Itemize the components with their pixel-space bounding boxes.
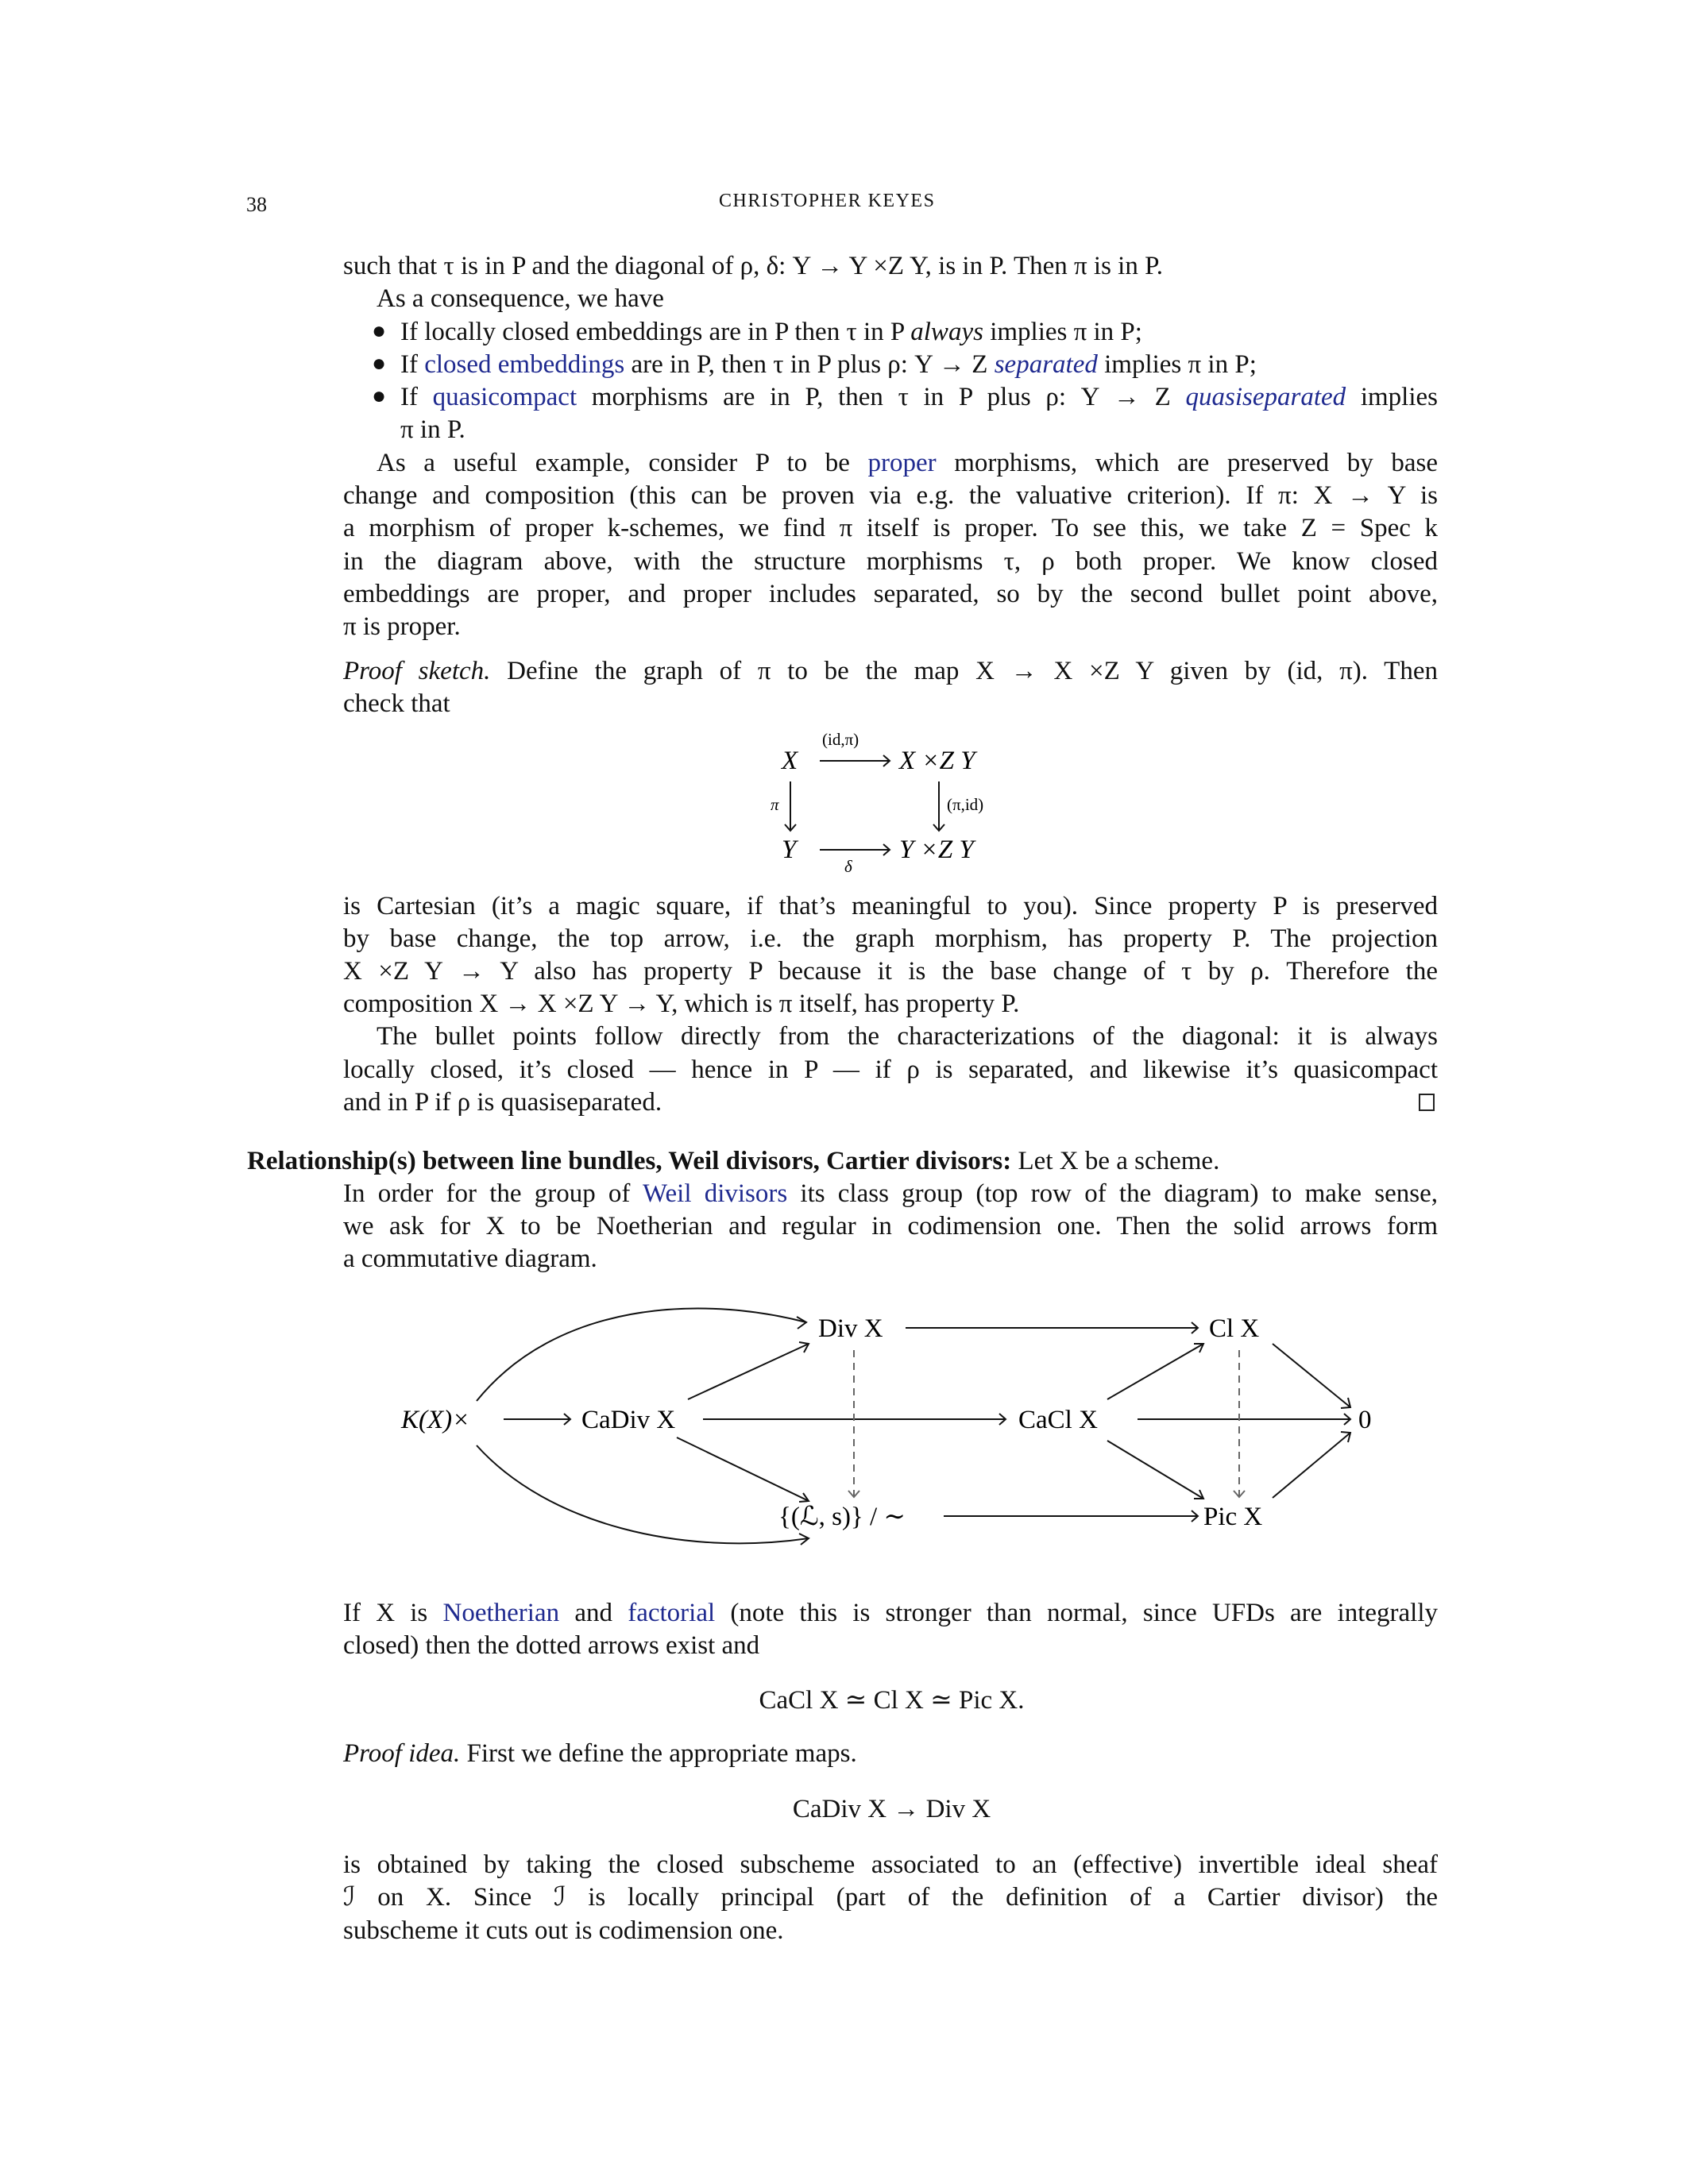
para-text: (note this is stronger than normal, since UFDs are integrally (715, 1599, 1438, 1627)
bullet-text: implies (1346, 383, 1438, 411)
section-text: In order for the group of (343, 1179, 643, 1208)
link-factorial[interactable]: factorial (628, 1599, 716, 1627)
para-text: and (559, 1599, 628, 1627)
label-pi-id: (π,id) (947, 795, 984, 814)
node-cl: Cl X (1209, 1314, 1260, 1343)
cartesian-para-line: X ×Z Y → Y also has property P because it is the base change of τ by ρ. Therefore the (343, 957, 1438, 986)
label-delta: δ (844, 857, 852, 872)
node-div: Div X (818, 1314, 883, 1343)
proof-sketch-line: check that (343, 689, 450, 718)
proper-para-line: π is proper. (343, 612, 461, 641)
bullet-text: If (400, 383, 433, 411)
node-line-bundle-pairs: {(ℒ, s)} / ∼ (778, 1503, 906, 1531)
cartesian-para-line: is Cartesian (it’s a magic square, if that’s meaningful to you). Since property P is preserved (343, 892, 1438, 920)
display-equation-map: CaDiv X → Div X (792, 1795, 991, 1823)
section-title: Relationship(s) between line bundles, Weil divisors, Cartier divisors: (247, 1147, 1012, 1175)
proof-idea-label: Proof idea. (343, 1739, 461, 1768)
node-cacl: CaCl X (1018, 1406, 1098, 1434)
section-text: its class group (top row of the diagram) to make sense, (787, 1179, 1438, 1208)
proper-para-line: a morphism of proper k-schemes, we find π itself is proper. To see this, we take Z = Spec k (343, 514, 1438, 542)
para-text: As a useful example, consider P to be (377, 449, 868, 477)
cartesian-para-line: by base change, the top arrow, i.e. the graph morphism, has property P. The projection (343, 924, 1438, 953)
bullet-text: If (400, 350, 425, 379)
label-pi: π (771, 795, 779, 814)
cartesian-para-line: locally closed, it’s closed — hence in P — if ρ is separated, and likewise it’s quasicompact (343, 1055, 1438, 1084)
arrow-kx-to-ls (477, 1445, 809, 1543)
proof-idea-line: ℐ on X. Since ℐ is locally principal (part of the definition of a Cartier divisor) the (343, 1883, 1438, 1912)
bullet-text: morphisms are in P, then τ in P plus ρ: Y → Z (577, 383, 1186, 411)
arrowhead (797, 1317, 806, 1329)
intro-consequence: As a consequence, we have (377, 284, 664, 313)
node-kx: K(X)× (401, 1406, 470, 1434)
proof-sketch-label: Proof sketch. (343, 657, 491, 685)
cartesian-para-line: The bullet points follow directly from the characterizations of the diagonal: it is always (377, 1022, 1438, 1051)
link-noetherian[interactable]: Noetherian (442, 1599, 560, 1627)
bullet-text: implies π in P; (983, 318, 1142, 346)
emphasis-always: always (910, 318, 983, 346)
node-pic: Pic X (1203, 1503, 1263, 1531)
arrow-pic-to-zero (1273, 1433, 1350, 1498)
bullet-text: implies π in P; (1097, 350, 1257, 379)
proof-text: Define the graph of π to be the map X → X ×Z Y given by (id, π). Then (507, 657, 1438, 685)
node-x: X (782, 747, 798, 775)
node-zero: 0 (1358, 1406, 1372, 1434)
node-y: Y (782, 835, 797, 864)
node-cadiv: CaDiv X (581, 1406, 676, 1434)
arrow-cacl-to-pic (1107, 1441, 1203, 1499)
arrow-kx-to-div (477, 1308, 806, 1401)
bullet-item-3-cont: π in P. (400, 415, 465, 444)
running-head: CHRISTOPHER KEYES (719, 191, 936, 211)
para-text: If X is (343, 1599, 443, 1627)
node-y-times-y: Y ×Z Y (899, 835, 974, 864)
bullet-icon: ● (372, 318, 387, 344)
proper-para-line: change and composition (this can be proven via e.g. the valuative criterion). If π: X → Y is (343, 481, 1438, 510)
arrow-cadiv-to-div (688, 1344, 809, 1399)
cartesian-para-line: and in P if ρ is quasiseparated. (343, 1088, 662, 1117)
node-x-times-y: X ×Z Y (899, 747, 975, 775)
page-number: 38 (246, 193, 267, 216)
factorial-line: closed) then the dotted arrows exist and (343, 1631, 760, 1660)
section-line: we ask for X to be Noetherian and regular in codimension one. Then the solid arrows form (343, 1212, 1438, 1241)
section-text: Let X be a scheme. (1011, 1147, 1220, 1175)
proof-idea-line: is obtained by taking the closed subscheme associated to an (effective) invertible ideal sheaf (343, 1850, 1438, 1879)
bullet-text: are in P, then τ in P plus ρ: Y → Z (624, 350, 995, 379)
proof-idea-line: subscheme it cuts out is codimension one. (343, 1916, 784, 1945)
proper-para-line: in the diagram above, with the structure morphisms τ, ρ both proper. We know closed (343, 547, 1438, 576)
arrow-cl-to-zero (1273, 1344, 1350, 1407)
para-text: morphisms, which are preserved by base (936, 449, 1438, 477)
arrow-cadiv-to-ls (677, 1437, 809, 1501)
arrow-cacl-to-cl (1107, 1344, 1203, 1399)
intro-line: such that τ is in P and the diagonal of ρ, δ: Y → Y ×Z Y, is in P. Then π is in P. (343, 252, 1164, 280)
bullet-icon: ● (372, 383, 387, 409)
proper-para-line: embeddings are proper, and proper includes separated, so by the second bullet point above, (343, 580, 1438, 608)
factorial-line (343, 1596, 1438, 1630)
cartesian-para-line: composition X → X ×Z Y → Y, which is π itself, has property P. (343, 990, 1020, 1018)
link-weil-divisors[interactable]: Weil divisors (643, 1179, 788, 1208)
proof-text: First we define the appropriate maps. (466, 1739, 857, 1768)
bullet-text: If locally closed embeddings are in P then τ in P (400, 318, 911, 346)
label-id-pi: (id,π) (822, 730, 859, 749)
section-line: a commutative diagram. (343, 1244, 597, 1273)
link-quasiseparated[interactable]: quasiseparated (1185, 383, 1346, 411)
link-quasicompact[interactable]: quasicompact (432, 383, 577, 411)
link-separated[interactable]: separated (994, 350, 1098, 379)
link-closed-embeddings[interactable]: closed embeddings (424, 350, 625, 379)
display-equation-iso: CaCl X ≃ Cl X ≃ Pic X. (759, 1686, 1025, 1715)
bullet-icon: ● (372, 350, 387, 376)
proof-idea-line (343, 1737, 857, 1770)
link-proper[interactable]: proper (867, 449, 937, 477)
